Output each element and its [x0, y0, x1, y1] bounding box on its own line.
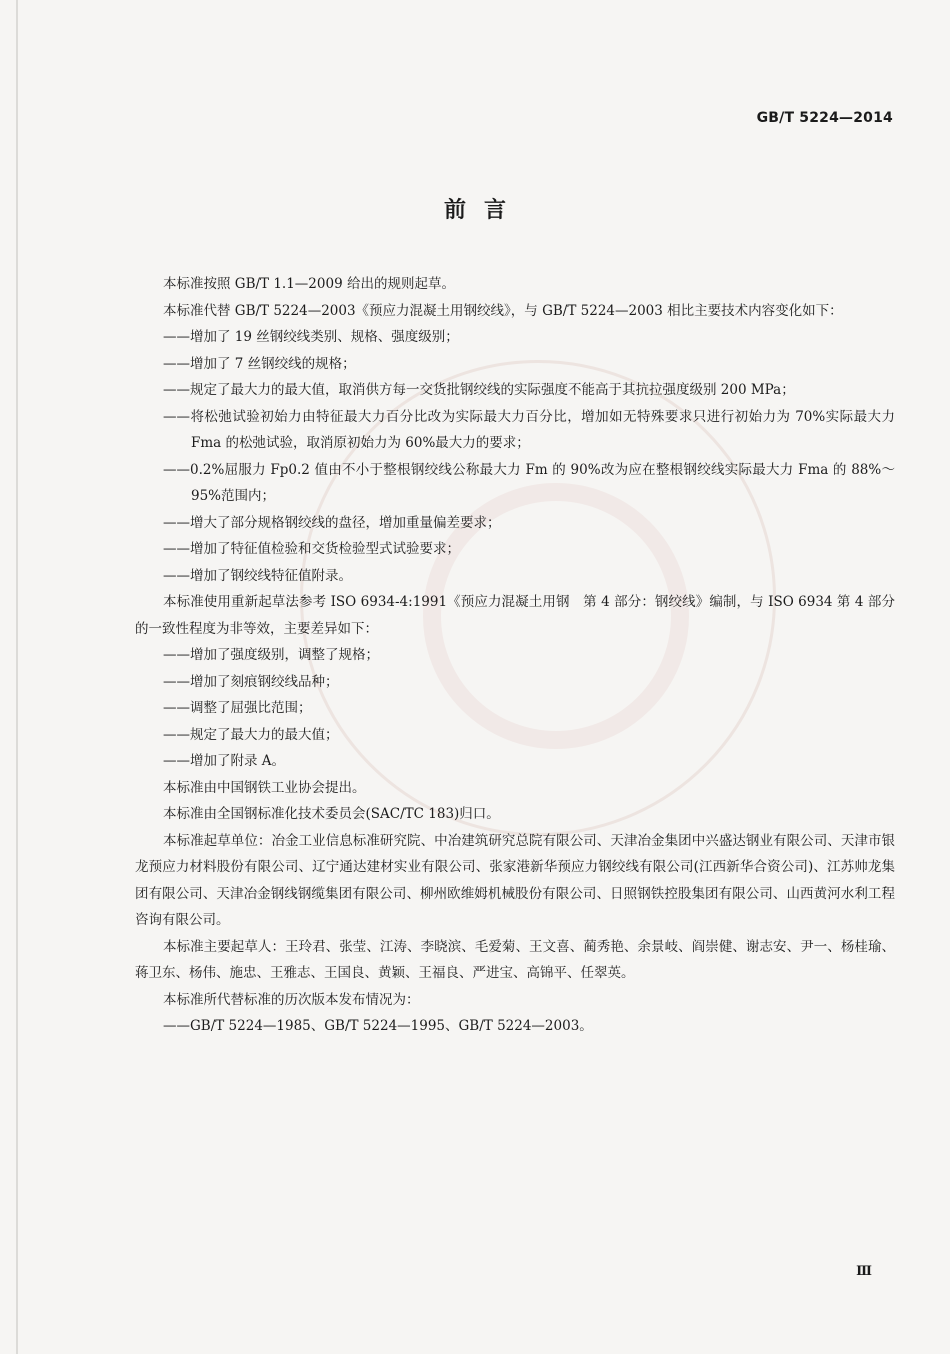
- paragraph: 本标准代替 GB/T 5224—2003《预应力混凝土用钢绞线》，与 GB/T 5224—2003 相比主要技术内容变化如下：: [163, 302, 843, 319]
- list-item: ——增大了部分规格钢绞线的盘径，增加重量偏差要求；: [163, 514, 501, 531]
- list-item: ——规定了最大力的最大值，取消供方每一交货批钢绞线的实际强度不能高于其抗拉强度级别 200 MPa；: [163, 382, 795, 398]
- paragraph: 本标准由全国钢标准化技术委员会(SAC/TC 183)归口。: [163, 806, 500, 822]
- paragraph: 本标准起草单位：冶金工业信息标准研究院、中冶建筑研究总院有限公司、天津冶金集团中兴盛达钢业有限公司、天津市银龙预应力材料股份有限公司、辽宁通达建材实业有限公司、张家港新华预应力钢绞线有限公司(江西新华合资公司)、江苏帅龙集团有限公司、天津冶金钢线钢缆集团有限公司、柳州欧维姆机械股份有限公司、日照钢铁控股集团有限公司、山西黄河水利工程咨询有限公司。: [135, 832, 895, 928]
- standard-code: GB/T 5224—2014: [756, 110, 893, 126]
- document-body: [135, 271, 895, 1040]
- page-title: 前言: [443, 198, 524, 223]
- paragraph: 本标准由中国钢铁工业协会提出。: [163, 779, 366, 796]
- list-item: ——0.2%屈服力 Fp0.2 值由不小于整根钢绞线公称最大力 Fm 的 90%改为应在整根钢绞线实际最大力 Fma 的 88%～95%范围内；: [163, 461, 895, 504]
- paragraph: 本标准主要起草人：王玲君、张莹、江涛、李晓滨、毛爱菊、王文喜、蔺秀艳、余景岐、阎崇健、谢志安、尹一、杨桂瑜、蒋卫东、杨伟、施忠、王雅志、王国良、黄颖、王福良、严进宝、高锦平、任翠英。: [135, 938, 895, 981]
- list-item: ——增加了钢绞线特征值附录。: [163, 567, 352, 584]
- list-item: ——增加了特征值检验和交货检验型式试验要求；: [163, 541, 460, 557]
- list-item: ——增加了 19 丝钢绞线类别、规格、强度级别；: [163, 329, 459, 345]
- list-item: ——GB/T 5224—1985、GB/T 5224—1995、GB/T 5224—2003。: [163, 1018, 593, 1034]
- page-number: Ⅲ: [856, 1264, 872, 1279]
- paragraph: 本标准所代替标准的历次版本发布情况为：: [163, 991, 420, 1008]
- list-item: ——增加了刻痕钢绞线品种；: [163, 673, 339, 690]
- list-item: ——调整了屈强比范围；: [163, 700, 312, 716]
- list-item: ——增加了 7 丝钢绞线的规格；: [163, 355, 356, 372]
- paragraph: 本标准使用重新起草法参考 ISO 6934-4:1991《预应力混凝土用钢 第 4 部分：钢绞线》编制，与 ISO 6934 第 4 部分的一致性程度为非等效，主要差异如下：: [135, 594, 895, 637]
- list-item: ——增加了附录 A。: [163, 753, 286, 769]
- paragraph: 本标准按照 GB/T 1.1—2009 给出的规则起草。: [163, 276, 455, 292]
- list-item: ——规定了最大力的最大值；: [163, 726, 339, 743]
- list-item: ——增加了强度级别，调整了规格；: [163, 647, 379, 663]
- list-item: ——将松弛试验初始力由特征最大力百分比改为实际最大力百分比，增加如无特殊要求只进行初始力为 70%实际最大力 Fma 的松弛试验，取消原初始力为 60%最大力的要求；: [163, 408, 895, 451]
